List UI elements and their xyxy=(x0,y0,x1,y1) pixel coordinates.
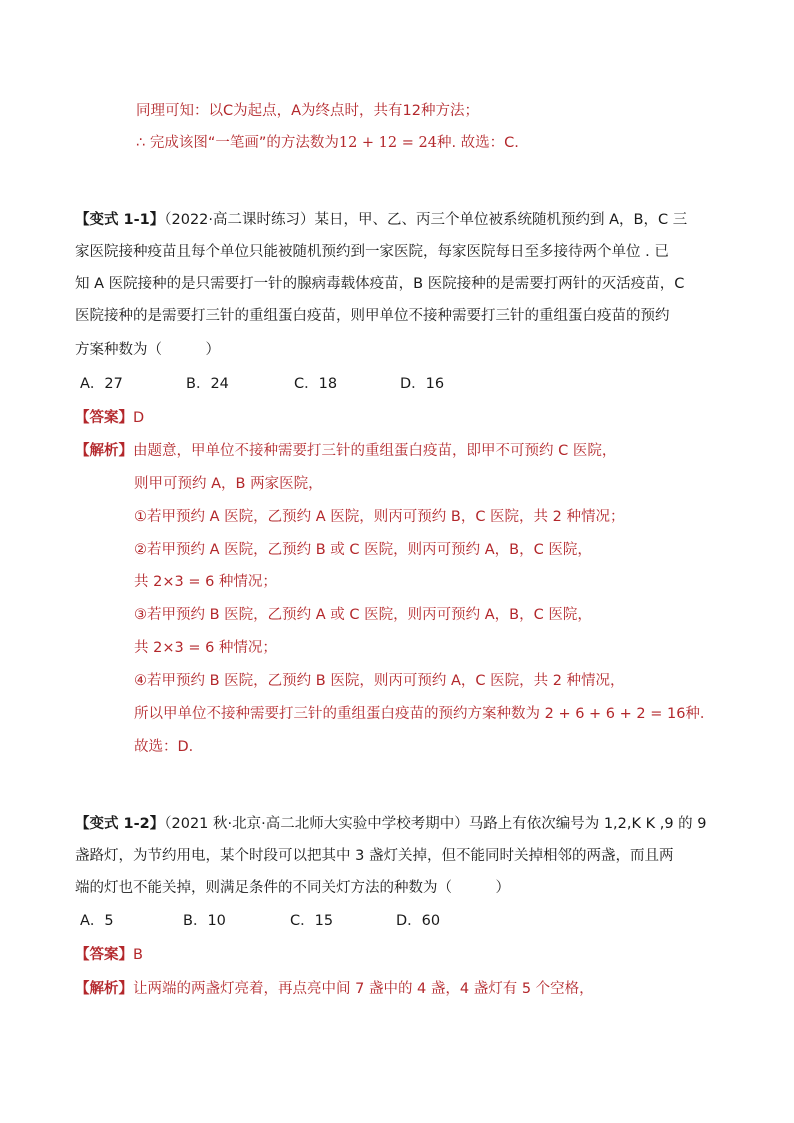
intro-line-1: 同理可知：以C为起点，A为终点时，共有12种方法； xyxy=(136,103,479,119)
problem2-option-c: C．15 xyxy=(290,913,334,929)
problem2-line-3: 端的灯也不能关掉，则满足条件的不同关灯方法的种数为（ ） xyxy=(75,880,510,896)
problem1-analysis-line-5: 共 2×3 = 6 种情况； xyxy=(134,574,277,590)
problem1-line-5: 方案种数为（ ） xyxy=(75,342,220,358)
problem1-analysis-line-8: ④若甲预约 B 医院，乙预约 B 医院，则丙可预约 A，C 医院，共 2 种情况， xyxy=(134,673,625,689)
intro-line-2-pre: ∴ 完成该图“一笔画”的方法数为 xyxy=(136,135,339,151)
problem2-answer-value: B xyxy=(133,947,143,963)
problem2-analysis-label: 【解析】 xyxy=(75,981,133,997)
problem1-option-c: C．18 xyxy=(294,376,338,392)
problem1-analysis-line-1: 由题意，甲单位不接种需要打三针的重组蛋白疫苗，即甲不可预约 C 医院， xyxy=(133,443,617,459)
problem2-option-d: D．60 xyxy=(396,913,441,929)
problem2-label: 【变式 1-2】 xyxy=(75,816,165,832)
problem1-analysis-line-7: 共 2×3 = 6 种情况； xyxy=(134,640,277,656)
problem1-analysis-label-row xyxy=(75,441,616,461)
intro-line-2 xyxy=(136,133,519,153)
problem1-answer-value: D xyxy=(133,410,145,426)
problem2-option-b: B．10 xyxy=(183,913,226,929)
problem1-line-4: 医院接种的是需要打三针的重组蛋白疫苗，则甲单位不接种需要打三针的重组蛋白疫苗的预约 xyxy=(75,308,670,324)
problem1-analysis-line-10: 故选：D． xyxy=(134,739,204,755)
problem2-answer-label: 【答案】 xyxy=(75,947,133,963)
problem1-analysis-line-3: ①若甲预约 A 医院，乙预约 A 医院，则丙可预约 B，C 医院，共 2 种情况； xyxy=(134,509,625,525)
problem1-answer-label: 【答案】 xyxy=(75,410,133,426)
problem1-option-a: A．27 xyxy=(80,376,123,392)
problem1-analysis-line-2: 则甲可预约 A，B 两家医院， xyxy=(134,476,323,492)
problem1-line-1 xyxy=(75,210,687,230)
problem2-answer xyxy=(75,945,143,965)
problem1-answer xyxy=(75,408,144,428)
problem1-analysis-label: 【解析】 xyxy=(75,443,133,459)
problem1-analysis-line-6: ③若甲预约 B 医院，乙预约 A 或 C 医院，则丙可预约 A，B，C 医院， xyxy=(134,607,592,623)
problem1-line-2: 家医院接种疫苗且每个单位只能被随机预约到一家医院，每家医院每日至多接待两个单位 . 已 xyxy=(75,244,669,260)
problem2-analysis-label-row xyxy=(75,979,594,999)
problem2-line-2: 盏路灯，为节约用电，某个时段可以把其中 3 盏灯关掉，但不能同时关掉相邻的两盏，而且两 xyxy=(75,848,674,864)
problem1-text-1: （2022·高二课时练习）某日，甲、乙、丙三个单位被系统随机预约到 A，B，C 三 xyxy=(164,212,688,228)
problem1-analysis-line-9: 所以甲单位不接种需要打三针的重组蛋白疫苗的预约方案种数为 2 + 6 + 6 + 2 = 16种． xyxy=(134,706,715,722)
intro-line-2-mid: 种. 故选： xyxy=(436,135,505,151)
problem1-option-b: B．24 xyxy=(186,376,229,392)
problem2-option-a: A．5 xyxy=(80,913,114,929)
problem1-line-3: 知 A 医院接种的是只需要打一针的腺病毒载体疫苗，B 医院接种的是需要打两针的灭活疫苗，C xyxy=(75,276,685,292)
intro-line-2-math: 12 + 12 = 24 xyxy=(338,135,437,151)
problem1-option-d: D．16 xyxy=(400,376,445,392)
problem2-text-1: （2021 秋·北京·高二北师大实验中学校考期中）马路上有依次编号为 1,2,K K ,9 的 9 xyxy=(164,816,707,832)
problem2-analysis-line-1: 让两端的两盏灯亮着，再点亮中间 7 盏中的 4 盏，4 盏灯有 5 个空格， xyxy=(133,981,594,997)
problem2-line-1 xyxy=(75,814,707,834)
problem1-label: 【变式 1-1】 xyxy=(75,212,165,228)
intro-line-2-end: C. xyxy=(504,135,519,151)
problem1-analysis-line-4: ②若甲预约 A 医院，乙预约 B 或 C 医院，则丙可预约 A，B，C 医院， xyxy=(134,542,592,558)
